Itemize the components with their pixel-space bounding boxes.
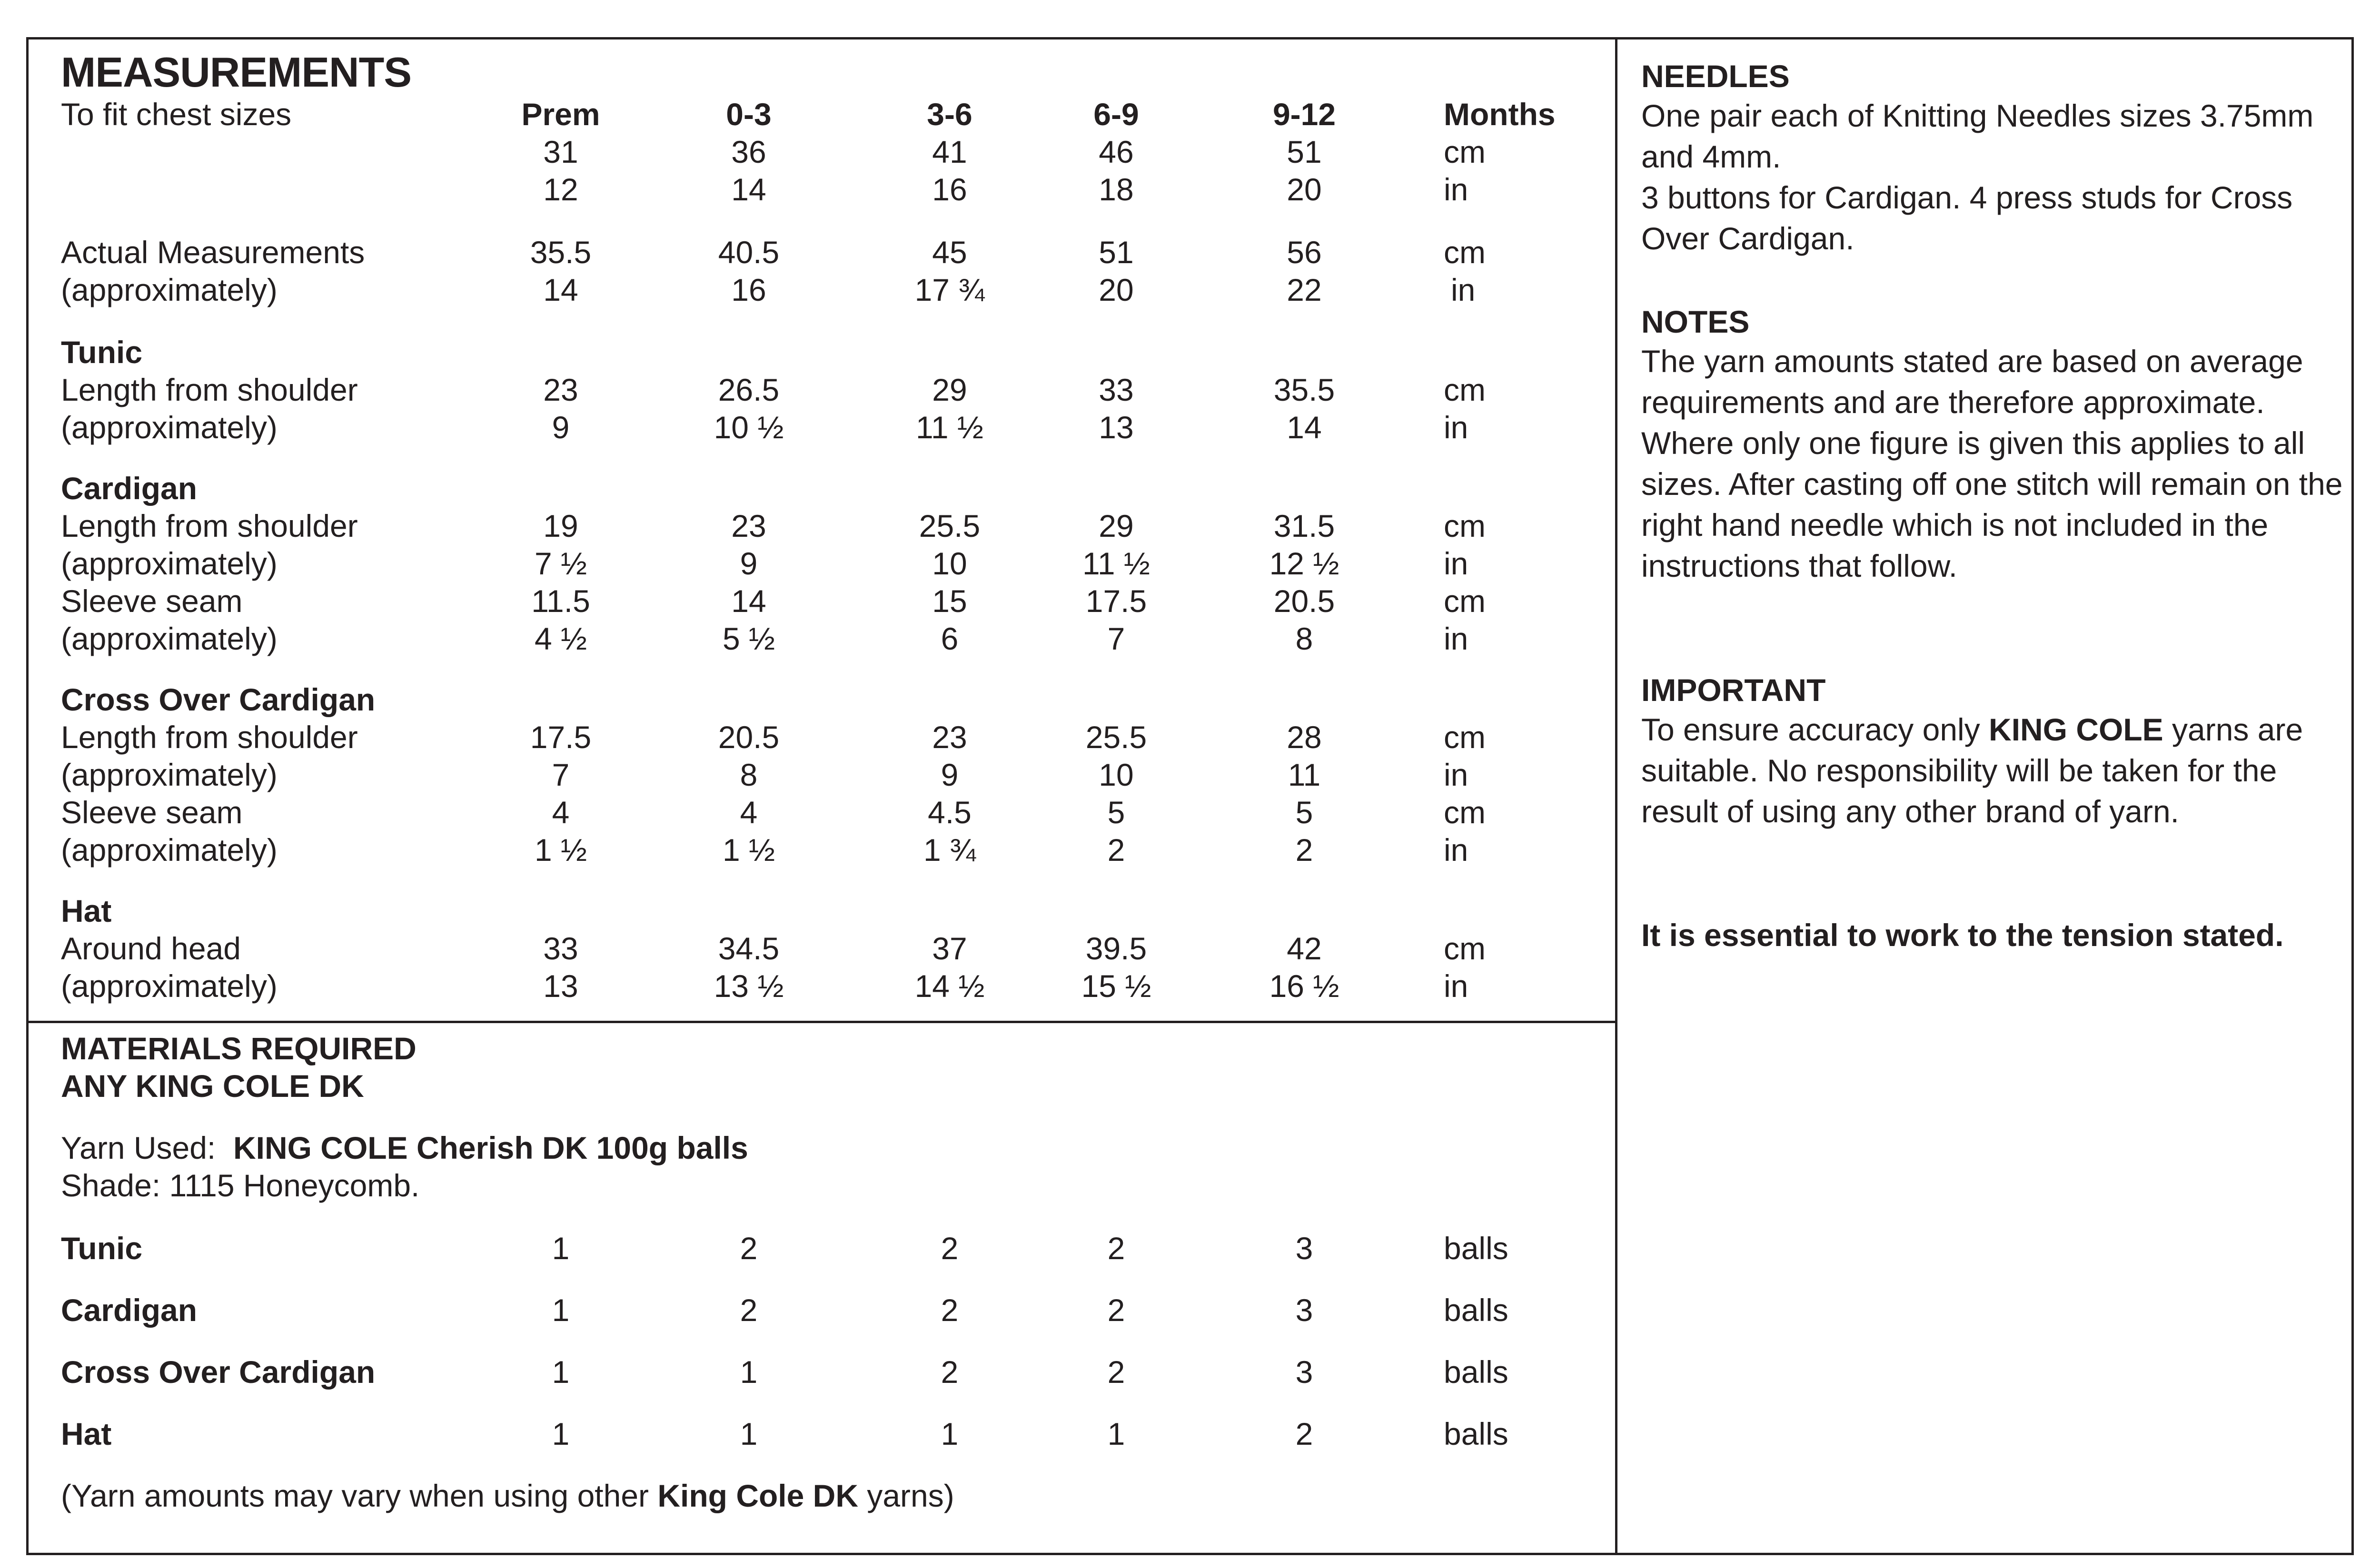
measurement-value: 9: [740, 546, 758, 581]
measurement-unit: in: [1444, 968, 1468, 1004]
measurement-value: 17.5: [530, 720, 592, 755]
materials-subtitle: ANY KING COLE DK: [61, 1068, 364, 1104]
measurement-unit: cm: [1444, 508, 1486, 543]
yarn-note-brand: King Cole DK: [657, 1478, 859, 1513]
measurement-value: 51: [1287, 134, 1322, 169]
column-divider: [1615, 37, 1617, 1555]
measurement-row-label: (approximately): [61, 621, 278, 656]
measurement-value: 4: [740, 795, 758, 830]
yarn-note-a: (Yarn amounts may vary when using other: [61, 1478, 658, 1513]
materials-row-label: Tunic: [61, 1231, 143, 1266]
yarn-used-prefix: Yarn Used:: [61, 1130, 233, 1165]
measurement-value: 46: [1099, 134, 1134, 169]
measurement-value: 4 ½: [534, 621, 587, 656]
measurement-value: 14: [543, 272, 578, 307]
measurement-unit: cm: [1444, 795, 1486, 830]
materials-value: 3: [1295, 1231, 1313, 1266]
measurement-row-label: (approximately): [61, 757, 278, 792]
measurement-row-label: Length from shoulder: [61, 372, 358, 407]
materials-row-label: Hat: [61, 1416, 112, 1451]
months-header: Months: [1444, 97, 1556, 132]
measurement-value: 20.5: [718, 720, 780, 755]
measurement-value: 8: [740, 757, 758, 792]
measurement-unit: in: [1444, 757, 1468, 792]
measurement-value: 2: [1107, 832, 1125, 868]
measurement-value: 6: [941, 621, 959, 656]
materials-value: 1: [552, 1231, 570, 1266]
measurement-value: 51: [1099, 235, 1134, 270]
measurement-row-label: (approximately): [61, 546, 278, 581]
measurement-value: 16 ½: [1269, 968, 1339, 1004]
measurement-value: 7: [552, 757, 570, 792]
measurement-unit: cm: [1444, 235, 1486, 270]
measurement-unit: in: [1444, 546, 1468, 581]
measurement-unit: in: [1444, 172, 1468, 207]
measurement-value: 14: [731, 172, 766, 207]
measurement-value: 16: [932, 172, 967, 207]
materials-value: 3: [1295, 1354, 1313, 1390]
measurement-value: 56: [1287, 235, 1322, 270]
measurement-value: 17.5: [1085, 583, 1147, 619]
materials-value: 1: [740, 1354, 758, 1390]
size-header-3: 6-9: [1093, 97, 1139, 132]
measurement-value: 10: [1099, 757, 1134, 792]
measurement-value: 11.5: [531, 583, 590, 619]
important-text: [1641, 709, 2355, 832]
measurement-value: 35.5: [1273, 372, 1335, 407]
needles-paragraph-2: 3 buttons for Cardigan. 4 press studs for Cross Over Cardigan.: [1641, 180, 2293, 256]
section-divider: [26, 1021, 1616, 1023]
measurement-value: 33: [543, 931, 578, 966]
measurement-value: 42: [1287, 931, 1322, 966]
size-header-4: 9-12: [1272, 97, 1336, 132]
measurement-value: 23: [731, 508, 766, 543]
measurement-value: 9: [941, 757, 959, 792]
measurement-value: 14 ½: [914, 968, 985, 1004]
measurement-value: 5: [1107, 795, 1125, 830]
materials-value: 2: [740, 1231, 758, 1266]
materials-unit: balls: [1444, 1354, 1508, 1390]
measurement-unit: in: [1451, 272, 1476, 307]
measurement-row-label: Around head: [61, 931, 241, 966]
size-header-0: Prem: [521, 97, 600, 132]
measurement-unit: in: [1444, 410, 1468, 445]
measurement-value: 15 ½: [1081, 968, 1151, 1004]
materials-value: 2: [1295, 1416, 1313, 1451]
measurement-value: 11 ½: [1082, 546, 1150, 581]
materials-unit: balls: [1444, 1231, 1508, 1266]
materials-value: 1: [1107, 1416, 1125, 1451]
important-paragraph: [1641, 709, 2355, 832]
materials-unit: balls: [1444, 1292, 1508, 1328]
measurement-row-label: Cardigan: [61, 471, 198, 506]
measurement-value: 19: [543, 508, 578, 543]
measurement-value: 1 ½: [534, 832, 587, 868]
measurement-unit: cm: [1444, 372, 1486, 407]
measurement-unit: cm: [1444, 931, 1486, 966]
measurement-row-label: Sleeve seam: [61, 583, 243, 619]
measurement-value: 13: [543, 968, 578, 1004]
measurement-value: 23: [932, 720, 967, 755]
materials-value: 1: [552, 1416, 570, 1451]
notes-paragraph: The yarn amounts stated are based on average requirements and are therefore approximate. Where only one figure is given this applies to all sizes. After casting off one stitch will remain on the right hand needle which is not included in the instructions that follow.: [1641, 344, 2343, 583]
important-title: IMPORTANT: [1641, 672, 1826, 708]
measurement-value: 12 ½: [1269, 546, 1339, 581]
important-text-c: yarns are suitable. No responsibility will be taken for the result of using any other brand of yarn.: [1641, 712, 2303, 829]
yarn-note-c: yarns): [858, 1478, 954, 1513]
measurement-value: 20: [1099, 272, 1134, 307]
materials-row-label: Cross Over Cardigan: [61, 1354, 376, 1390]
measurement-value: 12: [543, 172, 578, 207]
measurement-value: 1 ¾: [923, 832, 976, 868]
measurement-value: 13: [1099, 410, 1134, 445]
measurement-value: 22: [1287, 272, 1322, 307]
notes-text: [1641, 341, 2355, 586]
measurement-value: 14: [731, 583, 766, 619]
measurement-value: 9: [552, 410, 570, 445]
measurement-value: 16: [731, 272, 766, 307]
measurement-value: 7 ½: [534, 546, 587, 581]
measurement-value: 10 ½: [714, 410, 784, 445]
yarn-used: [61, 1129, 748, 1167]
materials-value: 2: [1107, 1292, 1125, 1328]
measurement-value: 33: [1099, 372, 1134, 407]
measurement-value: 11 ½: [916, 410, 983, 445]
measurement-value: 29: [1099, 508, 1134, 543]
measurement-value: 2: [1295, 832, 1313, 868]
important-brand: KING COLE: [1989, 712, 2163, 747]
measurement-value: 40.5: [718, 235, 780, 270]
measurement-unit: cm: [1444, 134, 1486, 169]
measurement-unit: in: [1444, 621, 1468, 656]
measurement-row-label: (approximately): [61, 832, 278, 868]
yarn-shade: Shade: 1115 Honeycomb.: [61, 1168, 420, 1203]
materials-value: 2: [941, 1292, 959, 1328]
measurement-row-label: Tunic: [61, 335, 143, 370]
measurement-value: 37: [932, 931, 967, 966]
materials-value: 1: [941, 1416, 959, 1451]
measurement-value: 15: [932, 583, 967, 619]
materials-title: MATERIALS REQUIRED: [61, 1031, 416, 1066]
measurement-value: 4: [552, 795, 570, 830]
yarn-amount-note: [61, 1477, 954, 1515]
measurement-value: 41: [932, 134, 967, 169]
measurement-value: 5: [1295, 795, 1313, 830]
measurement-value: 5 ½: [722, 621, 775, 656]
materials-value: 1: [740, 1416, 758, 1451]
materials-value: 2: [941, 1354, 959, 1390]
materials-value: 2: [1107, 1231, 1125, 1266]
measurement-row-label: Sleeve seam: [61, 795, 243, 830]
measurement-value: 31.5: [1273, 508, 1335, 543]
measurement-value: 35.5: [530, 235, 592, 270]
measurement-value: 11: [1288, 757, 1321, 792]
measurement-value: 36: [731, 134, 766, 169]
measurement-unit: cm: [1444, 720, 1486, 755]
materials-unit: balls: [1444, 1416, 1508, 1451]
measurement-value: 34.5: [718, 931, 780, 966]
measurement-value: 28: [1287, 720, 1322, 755]
measurement-row-label: (approximately): [61, 272, 278, 307]
measurement-value: 13 ½: [714, 968, 784, 1004]
measurement-row-label: Cross Over Cardigan: [61, 682, 376, 717]
size-header-2: 3-6: [927, 97, 972, 132]
measurement-value: 39.5: [1085, 931, 1147, 966]
materials-value: 2: [740, 1292, 758, 1328]
measurement-value: 14: [1287, 410, 1322, 445]
measurement-value: 8: [1295, 621, 1313, 656]
materials-value: 2: [941, 1231, 959, 1266]
measurement-value: 4.5: [928, 795, 972, 830]
measurement-value: 20.5: [1273, 583, 1335, 619]
measurement-value: 26.5: [718, 372, 780, 407]
measurement-value: 25.5: [919, 508, 981, 543]
measurement-row-label: (approximately): [61, 410, 278, 445]
measurement-value: 20: [1287, 172, 1322, 207]
important-text-a: To ensure accuracy only: [1641, 712, 1989, 747]
measurement-value: 10: [932, 546, 967, 581]
needles-text: [1641, 95, 2355, 259]
size-header-1: 0-3: [726, 97, 772, 132]
measurement-unit: in: [1444, 832, 1468, 868]
measurement-value: 17 ¾: [914, 272, 985, 307]
measurement-row-label: (approximately): [61, 968, 278, 1004]
measurement-value: 18: [1099, 172, 1134, 207]
materials-value: 3: [1295, 1292, 1313, 1328]
measurement-row-label: Length from shoulder: [61, 508, 358, 543]
measurement-value: 23: [543, 372, 578, 407]
needles-paragraph-1: One pair each of Knitting Needles sizes 3.75mm and 4mm.: [1641, 98, 2314, 174]
needles-title: NEEDLES: [1641, 59, 1790, 94]
measurement-value: 25.5: [1085, 720, 1147, 755]
measurement-unit: cm: [1444, 583, 1486, 619]
measurement-row-label: Actual Measurements: [61, 235, 365, 270]
notes-title: NOTES: [1641, 304, 1750, 339]
yarn-name: KING COLE Cherish DK 100g balls: [233, 1130, 748, 1165]
measurement-value: 1 ½: [722, 832, 775, 868]
measurement-value: 7: [1107, 621, 1125, 656]
measurements-title: MEASUREMENTS: [61, 49, 412, 96]
materials-row-label: Cardigan: [61, 1292, 198, 1328]
tension-statement: It is essential to work to the tension stated.: [1641, 917, 2284, 953]
measurement-row-label: Length from shoulder: [61, 720, 358, 755]
measurement-value: 31: [543, 134, 578, 169]
chest-sizes-label: To fit chest sizes: [61, 97, 292, 132]
measurement-value: 29: [932, 372, 967, 407]
measurement-value: 45: [932, 235, 967, 270]
materials-value: 2: [1107, 1354, 1125, 1390]
materials-value: 1: [552, 1292, 570, 1328]
measurement-row-label: Hat: [61, 893, 112, 928]
materials-value: 1: [552, 1354, 570, 1390]
